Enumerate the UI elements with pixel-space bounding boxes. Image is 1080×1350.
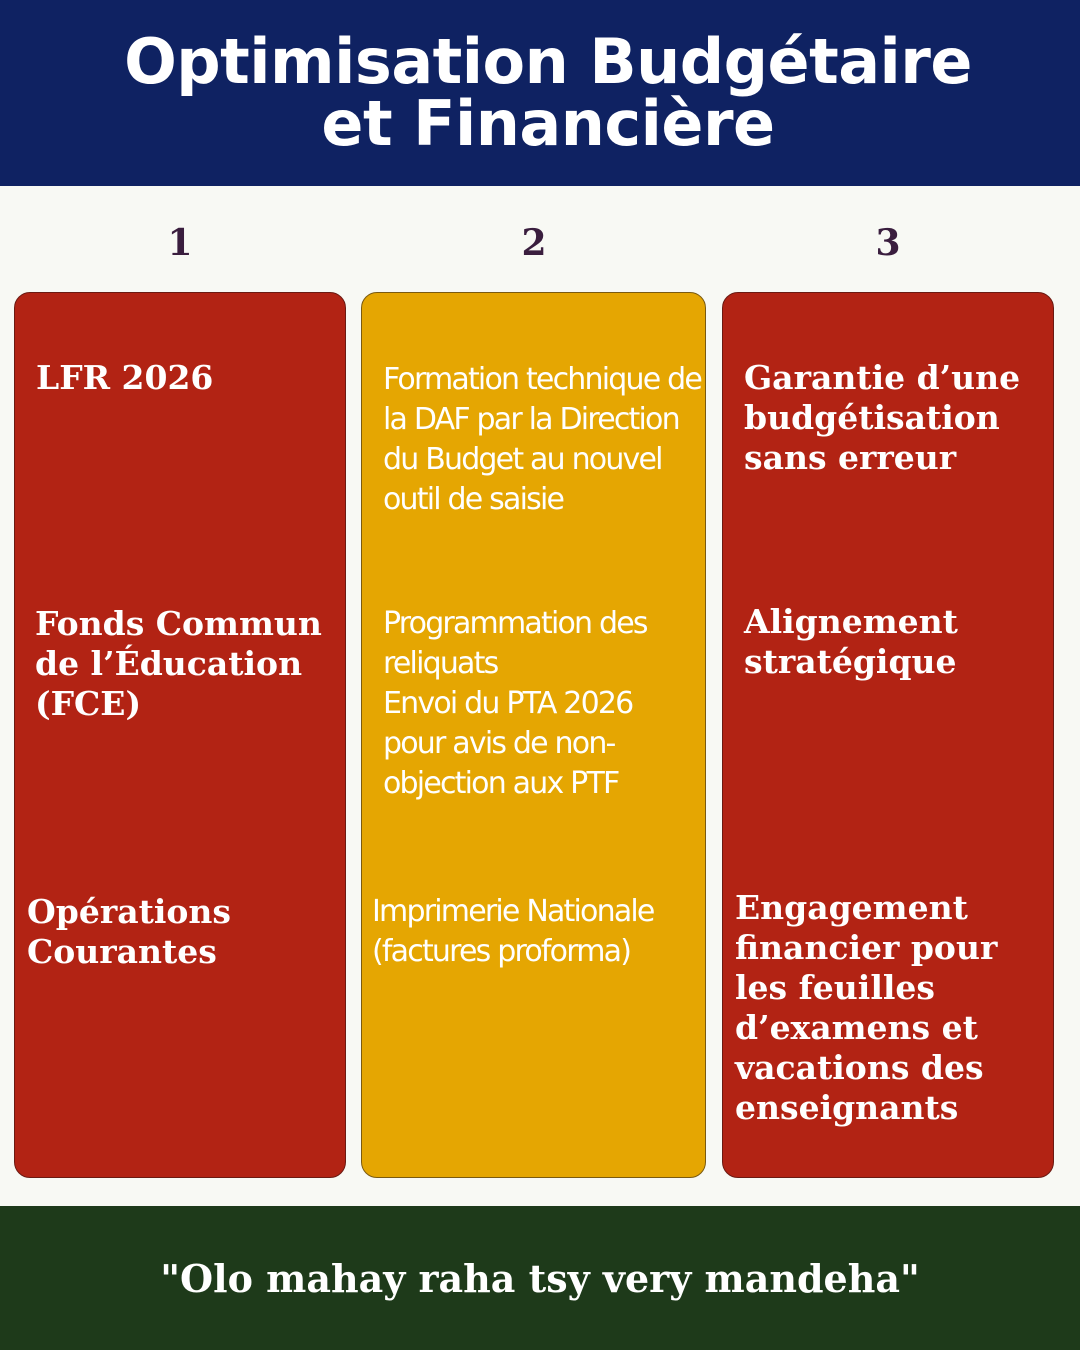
column-1-panel (14, 292, 346, 1178)
title-line-1: Optimisation Budgétaire (124, 25, 972, 98)
header-banner (0, 0, 1080, 186)
column-2-item-3: Envoi du PTA 2026 pour avis de non-objection aux PTF (383, 686, 633, 801)
column-number-3: 3 (875, 222, 901, 264)
column-number-2: 2 (521, 222, 547, 264)
column-1-item-2: Fonds Commun de l’Éducation (FCE) (35, 604, 322, 723)
footer-quote: "Olo mahay raha tsy very mandeha" (160, 1255, 920, 1301)
column-1-item-3: Opérations Courantes (27, 892, 231, 971)
column-3-item-2: Alignement stratégique (744, 602, 958, 681)
title-line-2: et Financière (321, 87, 775, 160)
column-3-item-1: Garantie d’une budgétisation sans erreur (744, 358, 1021, 477)
column-2-item-2: Programmation des reliquats (383, 606, 647, 681)
column-3-item-3: Engagement financier pour les feuilles d’examens et vacations des enseignants (735, 888, 998, 1127)
column-number-1: 1 (167, 222, 193, 264)
footer-banner (0, 1206, 1080, 1350)
column-2-item-1: Formation technique de la DAF par la Direction du Budget au nouvel outil de saisie (383, 362, 701, 517)
column-2-item-4: Imprimerie Nationale (factures proforma) (372, 894, 654, 969)
column-1-item-1: LFR 2026 (36, 358, 214, 397)
page-title (60, 25, 1020, 160)
